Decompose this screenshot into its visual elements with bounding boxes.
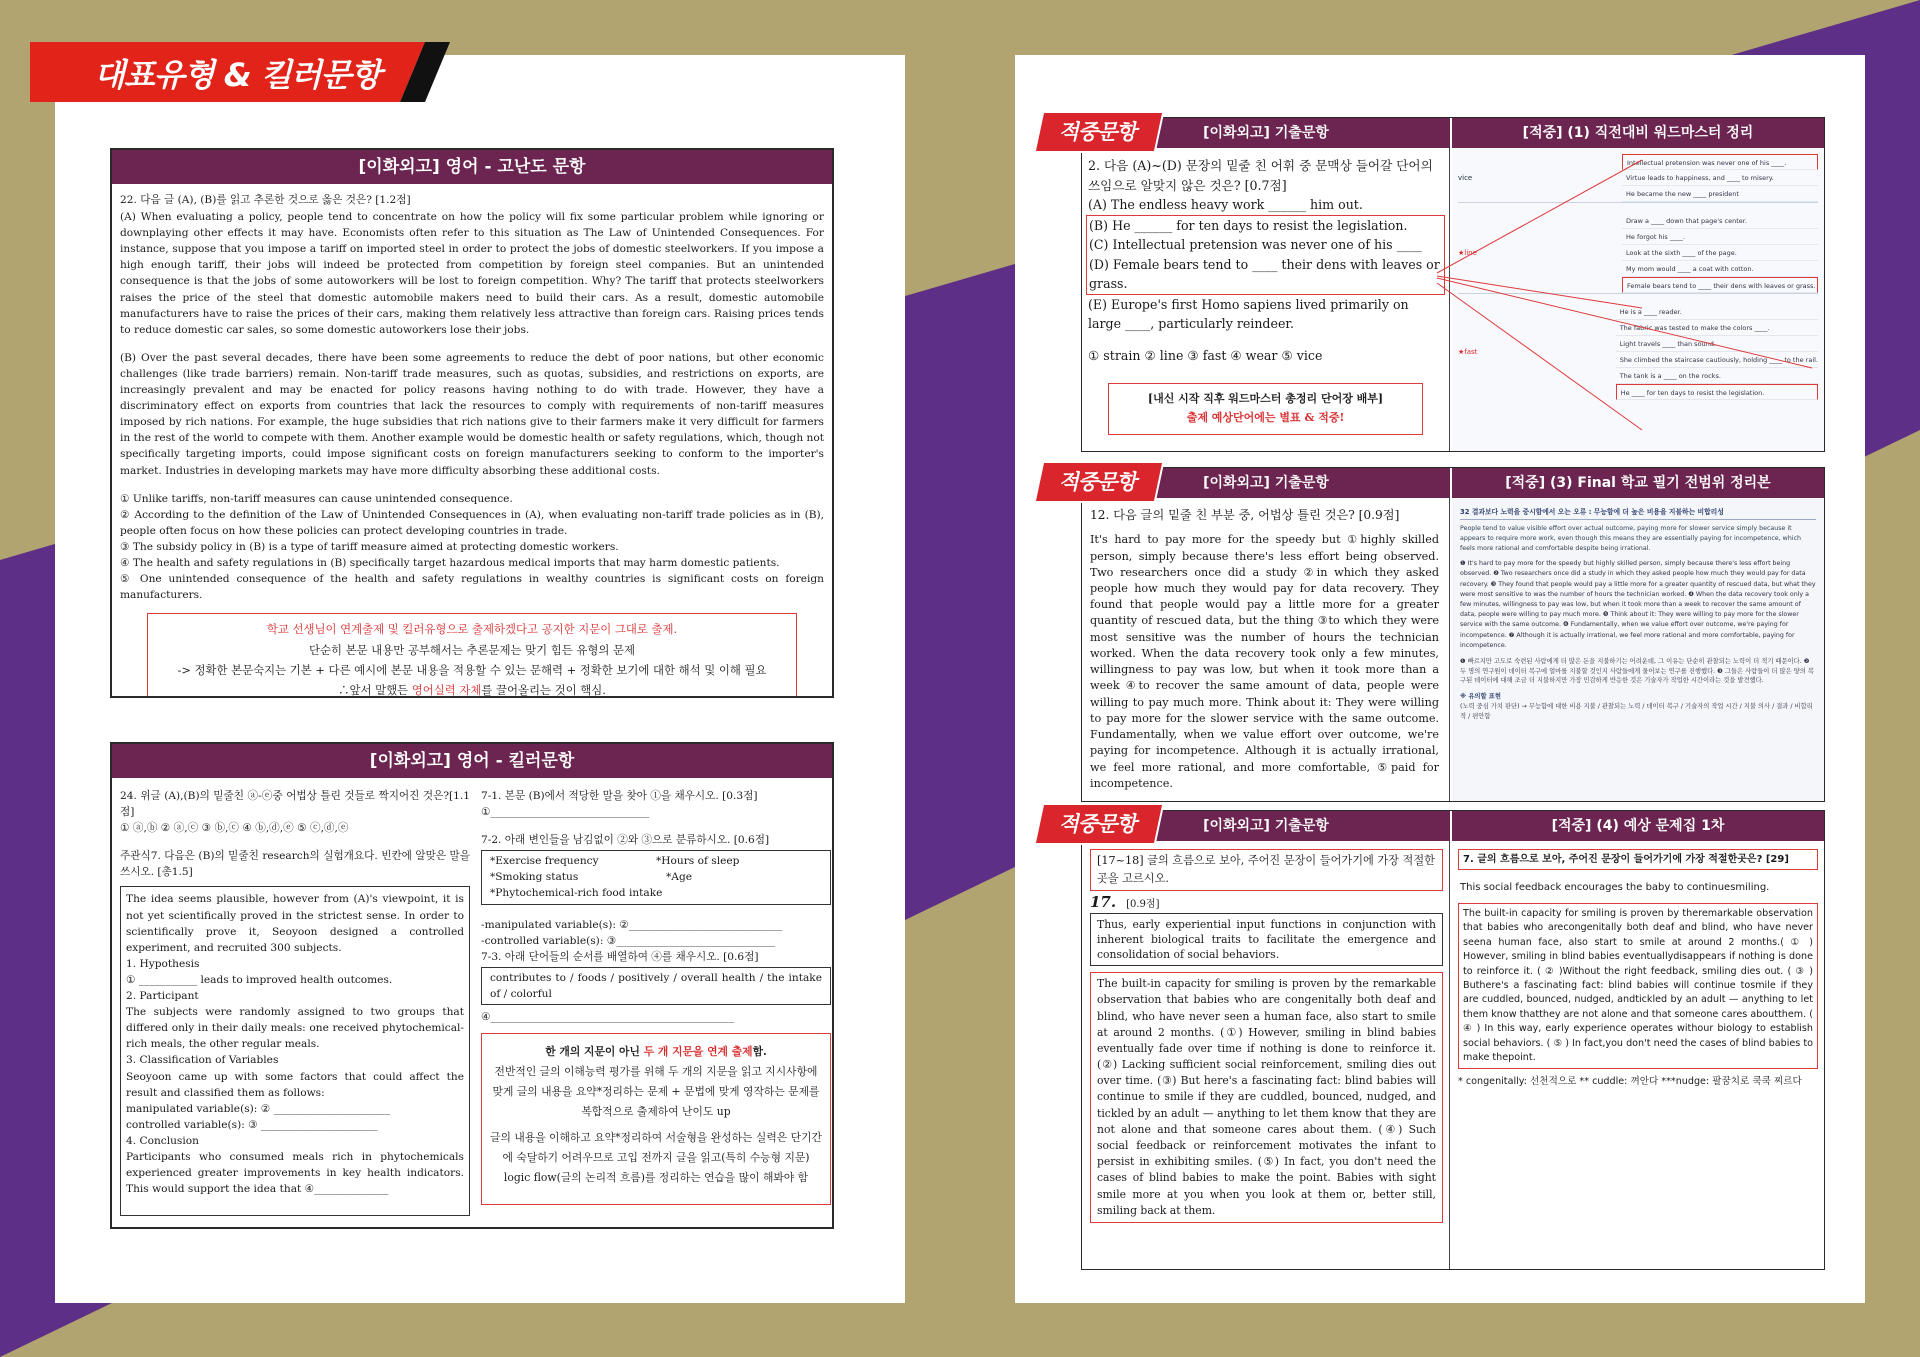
- q22-options: [120, 491, 824, 604]
- row3-points: [0.9점]: [1126, 898, 1160, 910]
- row3-exam: [1082, 841, 1450, 1270]
- manipulated-blank: -manipulated variable(s): ②_____________________________: [481, 918, 783, 931]
- outline-intro: The idea seems plausible, however from (A)'s viewpoint, it is not yet scientifically proved in the strictest sense. In order to scientifically prove it, Seoyoon designed a controlled experiment, and recruited 300 subjects.: [126, 893, 464, 954]
- commentary-line-4: [158, 680, 786, 698]
- row3-given-sentence: Thus, early experiential input functions in conjunction with inherent biological traits to facilitate the emergence and consolidation of social behaviors.: [1090, 913, 1443, 966]
- note-korean: ❶ 빠르지만 고도로 숙련된 사람에게 더 많은 돈을 지불하기는 어려운데, 그 이유는 단순히 관찰되는 노력이 더 적기 때문이다. ❷ 두 명의 연구원이 데이터 복구에 얼마를 지불할 것인지 사람들에게 물어보는 연구를 진행했다. ❸ 그들은 사람들이 더 많은 양의 복구된 데이터에 대해 조금 더 지불하지만 가장 민감하게 반응한 것은 기술자가 작업한 시간이라는 것을 발견했다.: [1460, 657, 1814, 685]
- commentary-a: 한 개의 지문이 아닌: [545, 1045, 644, 1059]
- pred-gloss: * congenitally: 선천적으로 ** cuddle: 껴안다 ***nudge: 팔꿈치로 쿡쿡 찌르다: [1458, 1076, 1802, 1088]
- row2-headers: [1082, 468, 1824, 498]
- commentary-4c: 를 끌어올리는 것이 핵심.: [481, 683, 606, 698]
- row2-header-left: [이화외고] 기출문항: [1082, 468, 1450, 498]
- row1-item-a: (A) The endless heavy work ______ him out.: [1088, 197, 1363, 213]
- hit-row-1: [1081, 117, 1825, 452]
- row2-passage: It's hard to pay more for the speedy but ①highly skilled person, simply because there's less effort being observed. Two researchers once did a study ②in which they asked people how much they would pay for data recovery. They found that people would pay a little more for a greater quantity of rescued data, but the thing ③to which they were most sensitive was the number of hours the technician worked. When the data recovery took only a few minutes, willingness to pay was low, but when it took more than a week ④to recover the same amount of data, people were willing to pay much more. Think about it: They were willing to pay more for the slower service with the same outcome. Fundamentally, when we value effort over outcome, we're paying for incompetence. Although it is actually irrational, we feel more rational, and more comfortable, ⑤paid for incompetence.: [1090, 533, 1439, 790]
- pred-question: 7. 글의 흐름으로 보아, 주어진 문장이 들어가기에 가장 적절한곳은? [29]: [1458, 849, 1818, 870]
- hit-stamp-3: 적중문항: [1036, 805, 1162, 843]
- row3-passage: The built-in capacity for smiling is proven by the remarkable observation that babies who are congenitally both deaf and blind, who have never seen a human face, also start to smile at around 2 months. (①) However, smiling in blind babies eventually fade over time if nothing is done to reinforce it. (②) Lacking sufficient social reinforcement, smiling dies out over time. (③) But here's a fascinating fact: blind babies will continue to smile if they are cuddled, bounced, nudged, and tickled by an adult — anything to let them know that they are not alone and that someone cares about them. (④) Such social feedback or reinforcement motivates the infant to persist in exhibiting smiles. (⑤) In fact, you don't need the cases of blind babies to make the point. Babies with sight smile more at you when you look at them or, better still, smiling back at them.: [1090, 972, 1443, 1223]
- outline-controlled: controlled variable(s): ③ ______________________: [126, 1118, 378, 1131]
- pred-given: This social feedback encourages the baby to continuesmiling.: [1460, 882, 1770, 893]
- row1-item-c: (C) Intellectual pretension was never one of his ____: [1089, 237, 1422, 253]
- word-box: contributes to / foods / positively / overall health / the intake of / colorful: [481, 967, 831, 1005]
- q24: 24. 위글 (A),(B)의 밑줄친 ⓐ-ⓔ중 어법상 틀린 것들로 짝지어진 것은?[1.1점]: [120, 790, 470, 819]
- vocab-row: The tank is a ____ on the rocks.: [1616, 368, 1818, 384]
- commentary-b: 두 개 지문을 연계 출제: [643, 1045, 753, 1059]
- vocab-label-fast: ★fast: [1458, 348, 1478, 356]
- commentary-4b: 영어실력 자체: [411, 683, 482, 698]
- row1-connector-lines: [1082, 118, 1825, 452]
- vocab-row: He is a ____ reader.: [1616, 304, 1818, 320]
- box2-right-col: [481, 788, 831, 1205]
- note-title: 32 결과보다 노력을 중시함에서 오는 오류 : 무능함에 더 높은 비용을 지불하는 비합리성: [1460, 506, 1816, 520]
- right-page: [1015, 55, 1865, 1303]
- var-exercise: *Exercise frequency: [490, 855, 599, 868]
- q7-3-blank: ④______________________________________________: [481, 1011, 735, 1024]
- outline-conclusion: 4. Conclusion: [126, 1134, 199, 1147]
- row2-notes: [1452, 498, 1824, 802]
- note-expressions: (노력 중심 가치 판단) → 무능함에 대한 비용 지불 / 관찰되는 노력 / 데이터 복구 / 기술자의 작업 시간 / 지불 의사 / 결과 / 비합리적 / 편안함: [1460, 702, 1813, 720]
- controlled-blank: -controlled variable(s): ③______________________________: [481, 934, 776, 947]
- commentary-line-3: -> 정확한 본문숙지는 기본 + 다른 예시에 본문 내용을 적용할 수 있는 문해력 + 정확한 보기에 대한 해석 및 이해 필요: [177, 662, 767, 677]
- q22-title: 22. 다음 글 (A), (B)를 읽고 추론한 것으로 옳은 것은? [1.2점]: [120, 194, 411, 206]
- row3-header-right: [적중] (4) 예상 문제집 1차: [1450, 811, 1824, 841]
- commentary-body-1: 전반적인 글의 이해능력 평가를 위해 두 개의 지문을 읽고 지시사항에 맞게 글의 내용을 요약*정리하는 문제 + 문법에 맞게 영작하는 문제를 복합적으로 출제하여 난이도 up: [492, 1065, 820, 1119]
- box2-left-col: [120, 788, 470, 1216]
- vocab-row: He became the new ____ president: [1622, 186, 1818, 202]
- outline-conclusion-text: Participants who consumed meals rich in phytochemicals experienced greater improvements in key health indicators. This would support the idea that ④______________: [126, 1150, 464, 1196]
- box-difficult-question: [110, 148, 834, 698]
- box2-commentary: [481, 1033, 831, 1205]
- vocab-label-vice: vice: [1458, 174, 1473, 182]
- commentary-body-2: 글의 내용을 이해하고 요약*정리하여 서술형을 완성하는 실력은 단기간에 숙달하기 어려우므로 고입 전까지 글을 읽고(특히 수능형 지문) logic flow(글의 논리적 흐름)를 정리하는 연습을 많이 해봐야 함: [490, 1131, 822, 1184]
- row1-item-d: (D) Female bears tend to ____ their dens with leaves or grass.: [1089, 256, 1440, 292]
- vocab-row: He forgot his ____.: [1622, 229, 1818, 245]
- pred-passage: The built-in capacity for smiling is proven by theremarkable observation that babies who arecongenitally both deaf and blind, who have never seena human face, also start to smile at around 2 months.( ① ) However, smiling in blind babies eventuallydisappears if nothing is done to reinforce it. ( ② )Without the right feedback, smiling dies out. ( ③ ) Buthere's a fascinating fact: blind babies will continue tosmile if they are cuddled, bounced, nudged, andtickled by an adult — anything to let them know thatthey are not alone and that someone cares aboutthem. ( ④ ) In this way, early experience operates withour biology to establish social behaviors. ( ⑤ ) In fact,you don't need the cases of blind babies to make thepoint.: [1458, 903, 1818, 1069]
- commentary-line-1: 학교 선생님이 연계출제 및 킬러유형으로 출제하겠다고 공지한 지문이 그대로 출제.: [266, 622, 678, 637]
- vocab-label-line: ★line: [1458, 249, 1477, 257]
- row1-header-left: [이화외고] 기출문항: [1082, 118, 1450, 148]
- experiment-outline: [120, 886, 470, 1216]
- option-3: ③ The subsidy policy in (B) is a type of tariff measure aimed at protecting domestic workers.: [120, 540, 619, 553]
- note-expressions-title: ※ 유의할 표현: [1460, 693, 1501, 701]
- q7-2: 7-2. 아래 변인들을 남김없이 ②와 ③으로 분류하시오. [0.6점]: [481, 834, 770, 847]
- vocab-row: Virtue leads to happiness, and ____ to misery.: [1622, 170, 1818, 186]
- box-killer-question: [110, 742, 834, 1229]
- vocab-row: The fabric was tested to make the colors ____.: [1616, 320, 1818, 336]
- var-age: *Age: [666, 871, 692, 884]
- note-english: ❶ It's hard to pay more for the speedy but highly skilled person, simply because there's less effort being observed. ❷ Two researchers once did a study in which they asked people how much they would pay for data recovery. ❸ They found that people would pay a little more for a greater quantity of rescued data, but what they were most sensitive to was the number of hours the technician worked. ❹ When the data recovery took only a few minutes, willingness to pay was low, but when it took more than a week to recover the same amount of data, people were willing to pay much more. ❺ Think about it: They were willing to pay more for the slower service with the same outcome. ❻ Fundamentally, when we value effort over outcome, we're paying for incompetence. ❼ Although it is actually irrational, we feel more rational and more comfortable, paying for incompetence.: [1460, 560, 1816, 649]
- commentary-headline: [490, 1042, 822, 1062]
- row1-question: 2. 다음 (A)~(D) 문장의 밑줄 친 어휘 중 문맥상 들어갈 단어의 쓰임으로 알맞지 않은 것은? [0.7점]: [1088, 158, 1433, 193]
- commentary-4a: ∴앞서 말했든: [338, 683, 412, 698]
- hit-row-2: [1081, 467, 1825, 802]
- vocab-row: My mom would ____ a coat with cotton.: [1622, 261, 1818, 277]
- vocab-row: He ____ for ten days to resist the legislation.: [1616, 384, 1818, 400]
- essay-question: 주관식7. 다음은 (B)의 밑줄친 research의 실험개요다. 빈칸에 알맞은 말을 쓰시오. [총1.5]: [120, 850, 470, 879]
- var-phyto: *Phytochemical-rich food intake: [490, 887, 663, 900]
- q7-1: 7-1. 본문 (B)에서 적당한 말을 찾아 ①을 채우시오. [0.3점]: [481, 790, 758, 802]
- vocab-row: Look at the sixth ____ of the page.: [1622, 245, 1818, 261]
- outline-participant-text: The subjects were randomly assigned to two groups that differed only in their daily meals: one received phytochemical-rich meals, the other regular meals.: [126, 1006, 464, 1051]
- option-5: ⑤ One unintended consequence of the health and safety regulations in wealthy countries is significant costs on foreign manufacturers.: [120, 573, 824, 602]
- row1-choices: ① strain ② line ③ fast ④ wear ⑤ vice: [1088, 347, 1323, 363]
- row1-note-2: 출제 예상단어에는 별표 & 적중!: [1186, 410, 1345, 424]
- outline-hypothesis: 1. Hypothesis: [126, 957, 200, 970]
- row3-qnum: 17.: [1090, 892, 1117, 911]
- vocab-row: She climbed the staircase cautiously, holding ____ to the rail.: [1616, 352, 1818, 368]
- row1-item-e: (E) Europe's first Homo sapiens lived primarily on large ____, particularly reindeer.: [1088, 296, 1409, 332]
- outline-participant: 2. Participant: [126, 990, 199, 1003]
- vocab-row: Draw a ____ down that page's center.: [1622, 213, 1818, 229]
- variables-box: [481, 850, 831, 904]
- banner-title: 대표유형 & 킬러문항: [94, 56, 381, 94]
- box2-header: [이화외고] 영어 - 킬러문항: [112, 744, 832, 778]
- q7-3: 7-3. 아래 단어들의 순서를 배열하여 ④를 채우시오. [0.6점]: [481, 950, 759, 963]
- hit-stamp-2: 적중문항: [1036, 463, 1162, 501]
- row3-header-left: [이화외고] 기출문항: [1082, 811, 1450, 841]
- left-page: [55, 55, 905, 1303]
- q7-1-blank: ①______________________________: [481, 806, 650, 819]
- row2-header-right: [적중] (3) Final 학교 필기 전범위 정리본: [1450, 468, 1824, 498]
- option-1: ① Unlike tariffs, non-tariff measures can cause unintended consequence.: [120, 492, 513, 505]
- commentary-c: 함.: [752, 1045, 767, 1059]
- commentary-line-2: 단순히 본문 내용만 공부해서는 추론문제는 맞기 힘든 유형의 문제: [308, 642, 636, 657]
- vocab-row: Intellectual pretension was never one of his ____.: [1622, 154, 1818, 170]
- box1-header: [이화외고] 영어 - 고난도 문항: [112, 150, 832, 184]
- row2-exam: [1082, 498, 1450, 802]
- option-2: ② According to the definition of the Law of Unintended Consequences in (A), when evaluating non-tariff trade policies as in (B), people often focus on how these policies can protect developing countries in trade.: [120, 508, 824, 537]
- row3-headers: [1082, 811, 1824, 841]
- outline-manipulated: manipulated variable(s): ② ______________________: [126, 1102, 391, 1115]
- note-summary: People tend to value visible effort over actual outcome, paying more for slower service simply because it appears to require more work, even though this means they are essentially paying for incompetence, which feels more rational and comfortable despite being irrational.: [1460, 525, 1802, 552]
- option-4: ④ The health and safety regulations in (B) specifically target hazardous medical imports that may harm domestic patients.: [120, 556, 780, 569]
- q24-options: ① ⓐ,ⓑ ② ⓐ,ⓒ ③ ⓑ,ⓒ ④ ⓑ,ⓓ,ⓔ ⑤ ⓒ,ⓓ,ⓔ: [120, 822, 349, 835]
- outline-blank-1: ① ___________ leads to improved health outcomes.: [126, 973, 393, 986]
- row3-hint: [17~18] 글의 흐름으로 보아, 주어진 문장이 들어가기에 가장 적절한 곳을 고르시오.: [1090, 849, 1443, 891]
- row1-item-b: (B) He ______ for ten days to resist the legislation.: [1089, 217, 1408, 233]
- var-smoking: *Smoking status: [490, 871, 579, 884]
- passage-b: (B) Over the past several decades, there have been some agreements to reduce the debt of poor nations, but other economic challenges (like trade barriers) remain. Non-tariff trade measures, such as quotas, subsidies, and restrictions on exports, are increasingly prevalent and may be enacted for policy reasons having nothing to do with trade. However, they have a discriminatory effect on exports from countries that lack the resources to comply with requirements of non-tariff measures imposed by rich nations. For example, the huge subsidies that rich nations give to their farmers make it very difficult for farmers in the rest of the world to compete with them. Another example would be domestic health or safety regulations, which, though not specifically targeting imports, could impose significant costs on foreign manufacturers seeking to conform to the importer's market. Industries in developing markets may have more difficulty absorbing these additional costs.: [120, 351, 824, 477]
- outline-classification: 3. Classification of Variables: [126, 1054, 279, 1067]
- box1-commentary: [147, 613, 797, 698]
- row2-question: 12. 다음 글의 밑줄 친 부분 중, 어법상 틀린 것은? [0.9점]: [1090, 508, 1400, 522]
- hit-row-3: [1081, 810, 1825, 1270]
- row1-header-right: [적중] (1) 직전대비 워드마스터 정리: [1450, 118, 1824, 148]
- row1-note-1: [내신 시작 직후 워드마스터 총정리 단어장 배부]: [1147, 392, 1384, 406]
- vocab-row: Female bears tend to ____ their dens with leaves or grass.: [1622, 277, 1818, 293]
- hit-stamp-1: 적중문항: [1036, 113, 1162, 151]
- outline-classification-text: Seoyoon came up with some factors that could affect the result and classified them as follows:: [126, 1070, 464, 1099]
- passage-a: (A) When evaluating a policy, people tend to concentrate on how the policy will fix some particular problem while ignoring or downplaying other effects it may have. Economists often refer to this situation as The Law of Unintended Consequences. For instance, suppose that you impose a tariff on imported steel in order to protect the jobs of domestic steelworkers. If you impose a high enough tariff, their jobs will indeed be protected from competition by foreign steel companies. But an unintended consequence is that the jobs of some autoworkers will be lost to foreign competition. Why? The tariff that protects steelworkers raises the price of the steel that domestic automobile makers need to build their cars. As a result, domestic automobile manufacturers have to raise the prices of their cars, making them relatively less attractive than foreign cars. Raising prices tends to reduce domestic car sales, so some domestic autoworkers lose their jobs.: [120, 211, 824, 336]
- row3-qnum-line: [1090, 893, 1443, 911]
- row3-prediction: [1452, 841, 1824, 1270]
- vocab-row: Light travels ____ than sound.: [1616, 336, 1818, 352]
- var-sleep: *Hours of sleep: [656, 855, 740, 868]
